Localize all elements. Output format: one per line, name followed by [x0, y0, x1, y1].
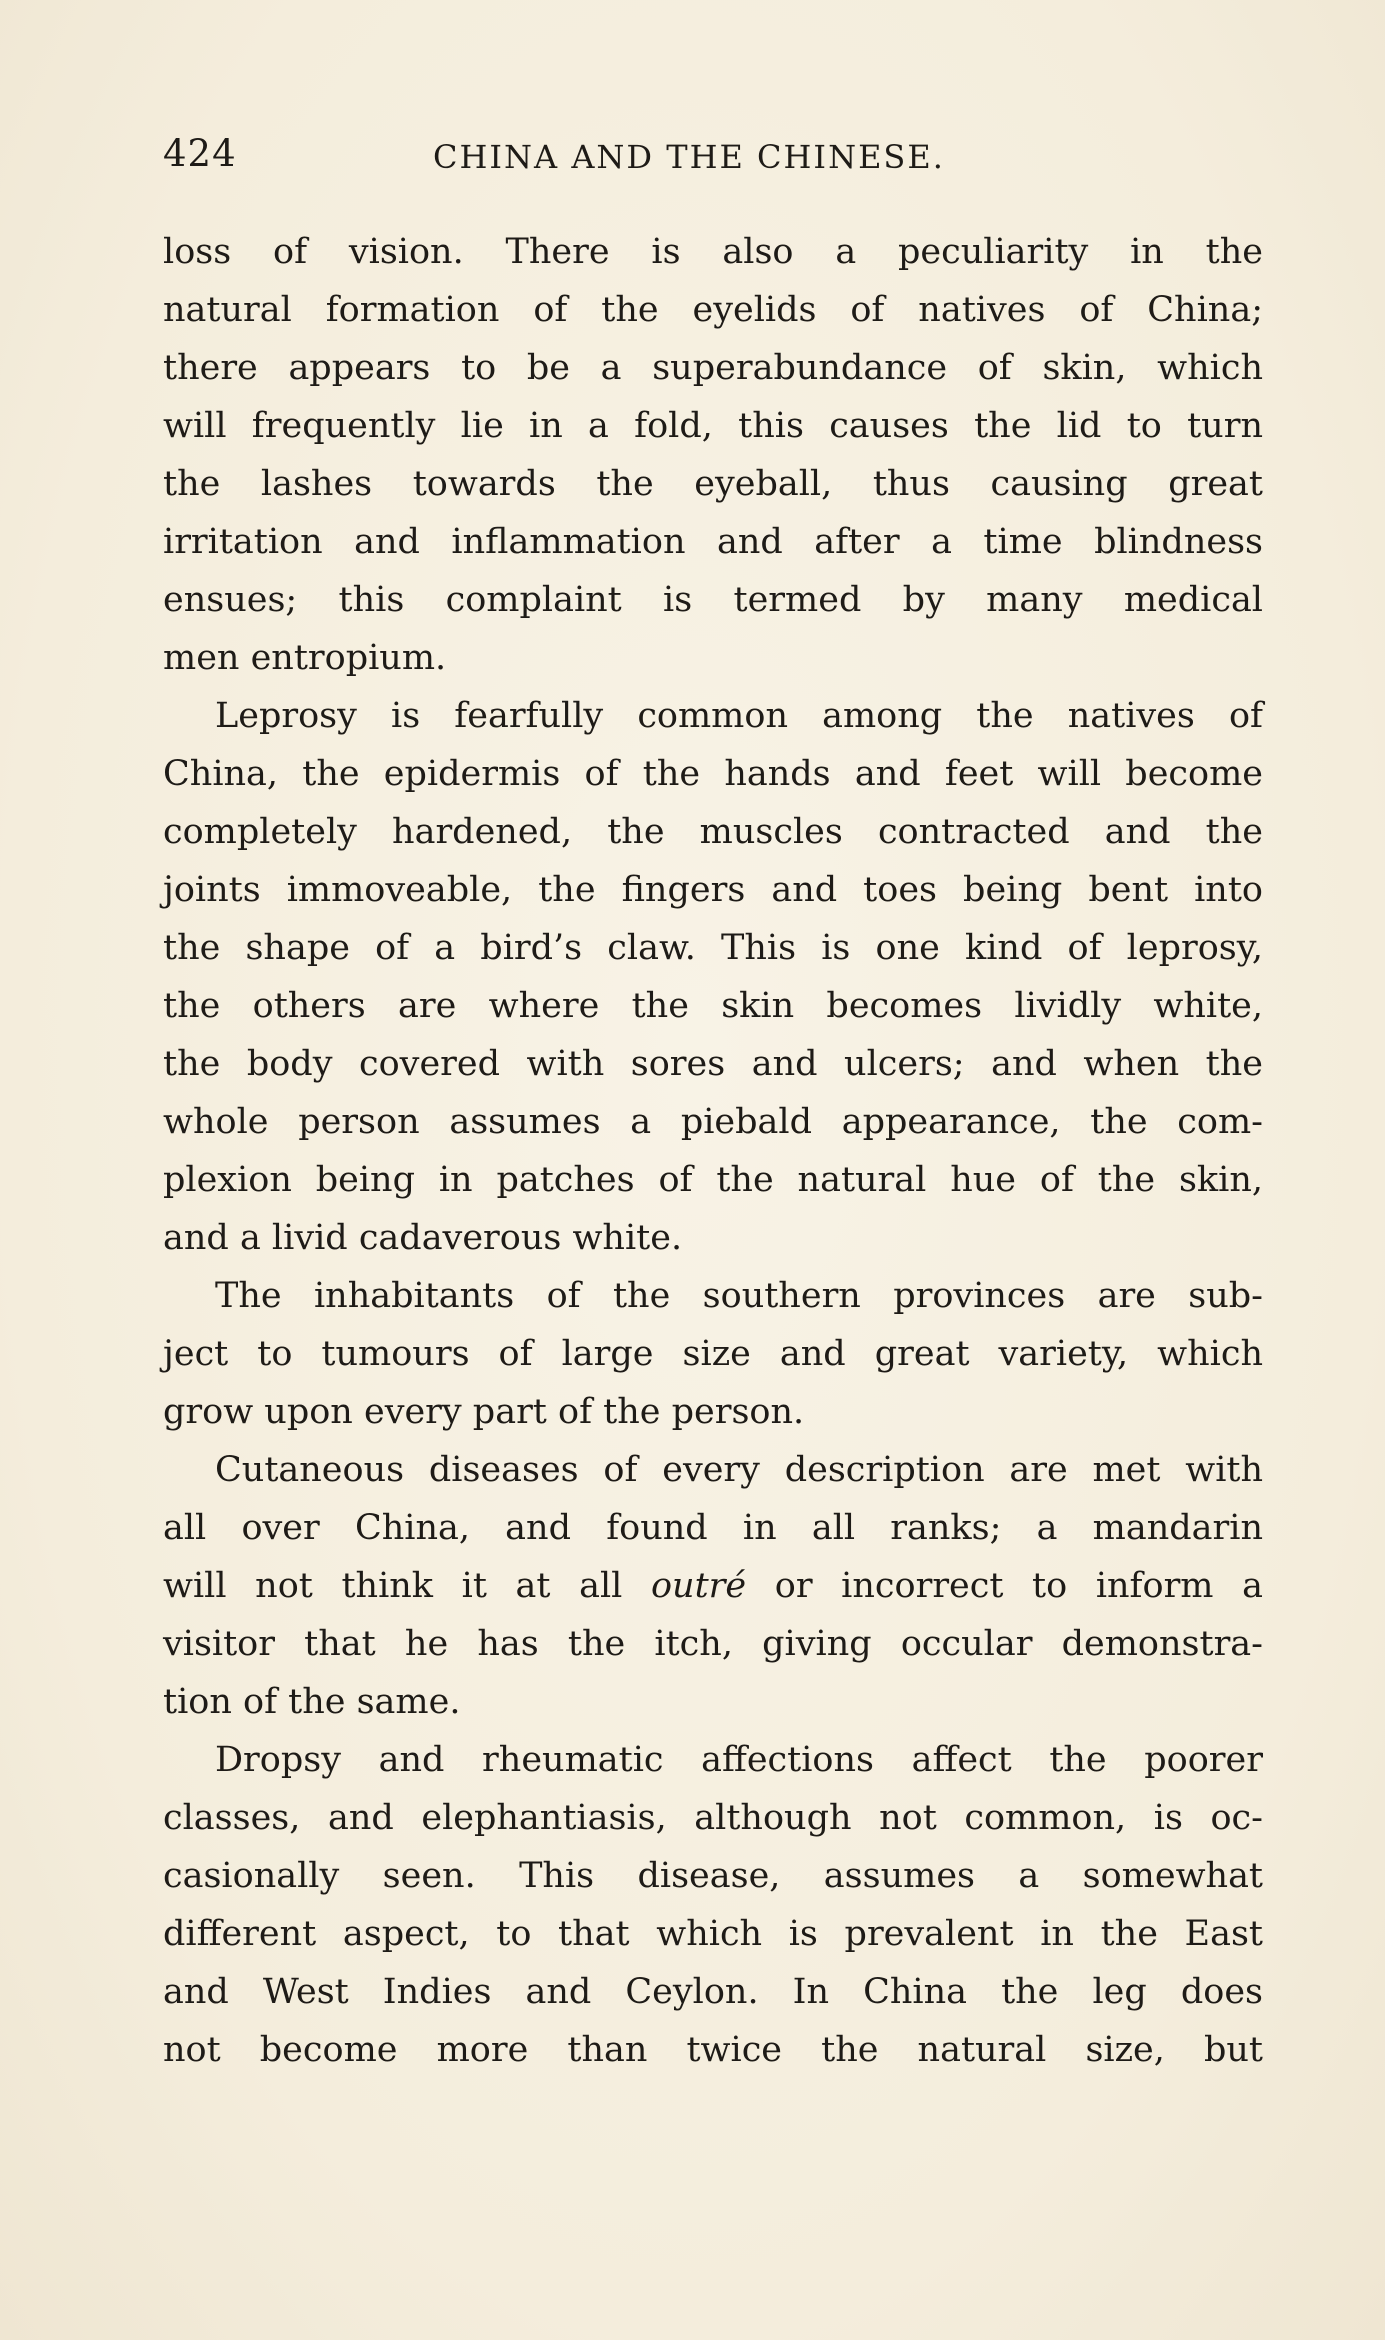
- text-line: tion of the same.: [163, 1682, 461, 1722]
- text-line: joints immoveable, the fingers and toes being bent into: [163, 870, 1263, 910]
- text-line: classes, and elephantiasis, although not common, is oc-: [163, 1798, 1263, 1838]
- page-number: 424: [163, 132, 237, 175]
- text-line: grow upon every part of the person.: [163, 1392, 805, 1432]
- paragraph-start-line: Leprosy is fearfully common among the natives of: [215, 696, 1263, 736]
- text-line: the body covered with sores and ulcers; and when the: [163, 1044, 1263, 1084]
- text-line: men entropium.: [163, 638, 447, 678]
- text-line: not become more than twice the natural size, but: [163, 2030, 1263, 2070]
- running-head: CHINA AND THE CHINESE.: [433, 138, 945, 176]
- text-line: the lashes towards the eyeball, thus causing great: [163, 464, 1263, 504]
- text-line-prefix: will not think it at all: [163, 1566, 623, 1606]
- paragraph-start-line: The inhabitants of the southern provinces are sub-: [215, 1276, 1263, 1316]
- text-line: different aspect, to that which is prevalent in the East: [163, 1914, 1263, 1954]
- text-line: loss of vision. There is also a peculiarity in the: [163, 232, 1263, 272]
- italic-word: outré: [650, 1566, 747, 1606]
- text-line-with-italic: [163, 1557, 1263, 1615]
- paragraph-start-line: Dropsy and rheumatic affections affect the poorer: [215, 1740, 1263, 1780]
- page-header: [163, 132, 1263, 182]
- text-line: visitor that he has the itch, giving occular demonstra-: [163, 1624, 1263, 1664]
- text-line: the shape of a bird’s claw. This is one kind of leprosy,: [163, 928, 1263, 968]
- text-line: and a livid cadaverous white.: [163, 1218, 683, 1258]
- text-line: there appears to be a superabundance of skin, which: [163, 348, 1263, 388]
- text-line: casionally seen. This disease, assumes a somewhat: [163, 1856, 1263, 1896]
- text-line: ject to tumours of large size and great variety, which: [163, 1334, 1263, 1374]
- text-line: China, the epidermis of the hands and feet will become: [163, 754, 1263, 794]
- paragraph-start-line: Cutaneous diseases of every description are met with: [215, 1450, 1263, 1490]
- body-text: [163, 223, 1263, 2079]
- text-line: plexion being in patches of the natural hue of the skin,: [163, 1160, 1263, 1200]
- text-line: will frequently lie in a fold, this causes the lid to turn: [163, 406, 1263, 446]
- text-line: the others are where the skin becomes lividly white,: [163, 986, 1263, 1026]
- text-line: all over China, and found in all ranks; a mandarin: [163, 1508, 1263, 1548]
- text-line: ensues; this complaint is termed by many medical: [163, 580, 1263, 620]
- text-line: and West Indies and Ceylon. In China the leg does: [163, 1972, 1263, 2012]
- text-line: irritation and inflammation and after a time blindness: [163, 522, 1263, 562]
- text-line: completely hardened, the muscles contracted and the: [163, 812, 1263, 852]
- text-line-suffix: or incorrect to inform a: [774, 1566, 1263, 1606]
- text-line: whole person assumes a piebald appearance, the com-: [163, 1102, 1263, 1142]
- text-line: natural formation of the eyelids of natives of China;: [163, 290, 1263, 330]
